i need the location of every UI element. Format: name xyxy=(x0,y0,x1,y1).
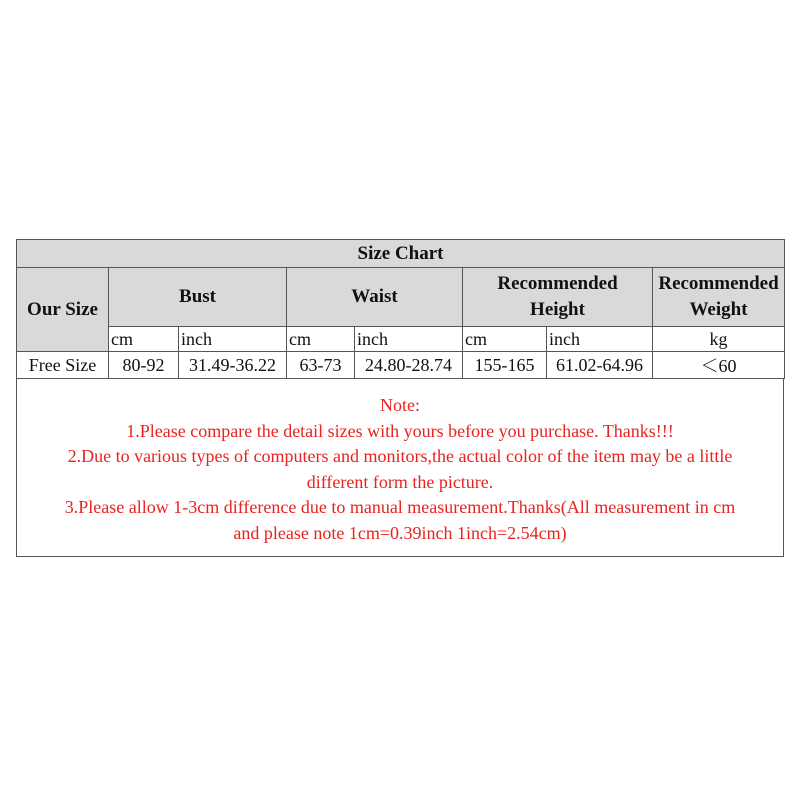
header-recommended-height xyxy=(463,268,653,327)
note-line-2a: 2.Due to various types of computers and monitors,the actual color of the item may be a little xyxy=(67,446,733,466)
unit-height-cm: cm xyxy=(463,327,547,352)
title-row xyxy=(17,240,785,268)
unit-bust-cm: cm xyxy=(109,327,179,352)
chart-title: Size Chart xyxy=(17,240,785,268)
note-line-2b: different form the picture. xyxy=(306,471,494,492)
header-weight-line1: Recommended xyxy=(658,273,779,294)
unit-row xyxy=(17,327,785,352)
cell-weight-kg: ＜60 xyxy=(653,352,785,379)
unit-bust-inch: inch xyxy=(179,327,287,352)
header-height-line1: Recommended xyxy=(497,273,618,294)
unit-weight-kg: kg xyxy=(653,327,785,352)
unit-waist-cm: cm xyxy=(287,327,355,352)
note-line-3a: 3.Please allow 1-3cm difference due to manual measurement.Thanks(All measurement in cm xyxy=(64,497,736,517)
cell-waist-cm: 63-73 xyxy=(287,352,355,379)
table-row xyxy=(17,352,785,379)
unit-height-inch: inch xyxy=(547,327,653,352)
unit-waist-inch: inch xyxy=(355,327,463,352)
cell-bust-cm: 80-92 xyxy=(109,352,179,379)
note-line-3b: and please note 1cm=0.39inch 1inch=2.54cm) xyxy=(233,522,567,543)
cell-waist-inch: 24.80-28.74 xyxy=(355,352,463,379)
cell-height-cm: 155-165 xyxy=(463,352,547,379)
header-bust: Bust xyxy=(109,268,287,327)
header-row xyxy=(17,268,785,327)
header-waist: Waist xyxy=(287,268,463,327)
cell-bust-inch: 31.49-36.22 xyxy=(179,352,287,379)
cell-height-inch: 61.02-64.96 xyxy=(547,352,653,379)
header-weight-line2: Weight xyxy=(689,299,748,320)
header-height-line2: Height xyxy=(530,299,585,320)
note-line-1: 1.Please compare the detail sizes with yours before you purchase. Thanks!!! xyxy=(126,420,674,441)
header-our-size: Our Size xyxy=(17,268,109,352)
size-table xyxy=(16,239,785,379)
note-heading: Note: xyxy=(380,395,420,415)
cell-size: Free Size xyxy=(17,352,109,379)
size-chart xyxy=(16,239,784,557)
note-box xyxy=(16,379,784,557)
header-recommended-weight xyxy=(653,268,785,327)
